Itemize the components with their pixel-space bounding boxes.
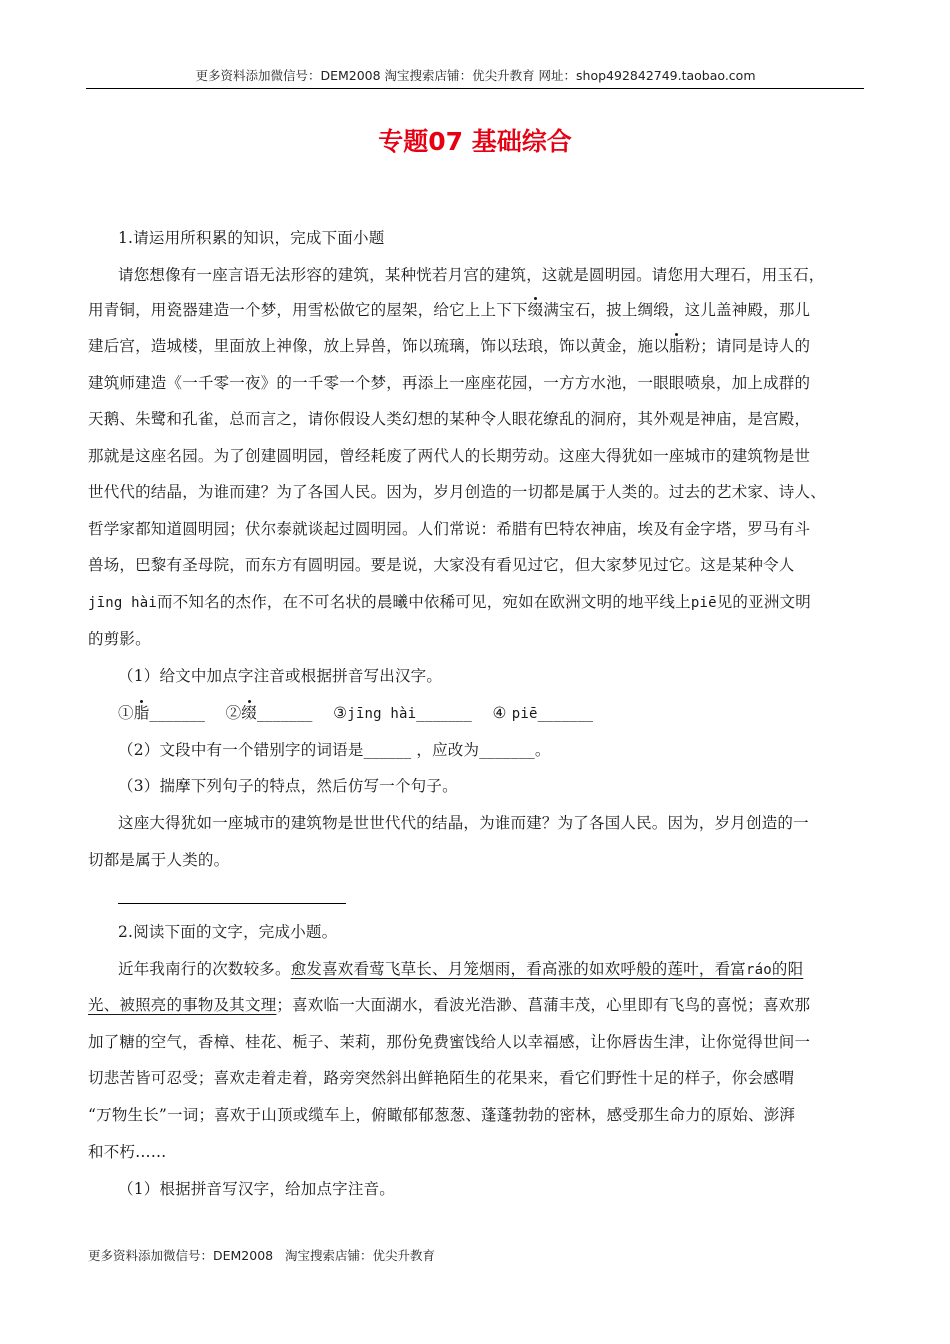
passage-1-line: 用青铜，用瓷器建造一个梦，用雪松做它的屋架，给它上上下下缀满宝石，披上绸缎，这儿盖神殿，那儿: [88, 301, 811, 319]
passage-1-line: 建筑师建造《一千零一夜》的一千零一个梦，再添上一座座花园，一方方水池，一眼眼喷泉，加上成群的: [88, 374, 811, 392]
sub-question-1: （1）根据拼音写汉字，给加点字注音。: [118, 1180, 395, 1198]
passage-2-line: “万物生长”一词；喜欢于山顶或缆车上，俯瞰郁郁葱葱、蓬蓬勃勃的密林，感受那生命力的原始、澎湃: [88, 1106, 796, 1124]
passage-1-line: 兽场，巴黎有圣母院，而东方有圆明园。要是说，大家没有看见过它，但大家梦见过它。这是某种令人: [88, 556, 795, 574]
dotted-char: 缀: [241, 704, 257, 722]
passage-2-line: 切悲苦皆可忍受；喜欢走着走着，路旁突然斜出鲜艳陌生的花果来，看它们野性十足的样子，你会感喟: [88, 1069, 795, 1087]
dotted-char: 缀: [527, 301, 544, 319]
dotted-char: 脂: [668, 337, 685, 355]
sub-question-3: （3）揣摩下列句子的特点，然后仿写一个句子。: [118, 777, 458, 795]
model-sentence-line: 这座大得犹如一座城市的建筑物是世世代代的结晶，为谁而建？为了各国人民。因为，岁月创造的一: [118, 814, 809, 832]
passage-1-line: 建后宫，造城楼，里面放上神像，放上异兽，饰以琉璃，饰以珐琅，饰以黄金，施以脂粉；请同是诗人的: [88, 337, 811, 355]
passage-1-line: 哲学家都知道圆明园；伏尔泰就谈起过圆明园。人们常说：希腊有巴特农神庙，埃及有金字塔，罗马有斗: [88, 520, 811, 538]
pinyin: jīng hài: [88, 595, 158, 611]
passage-2-line: 近年我南行的次数较多。愈发喜欢看莺飞草长、月笼烟雨，看高涨的如欢呼般的莲叶，看富ráo的阳: [118, 960, 804, 978]
model-sentence-line: 切都是属于人类的。: [88, 851, 230, 869]
sub-question-1: （1）给文中加点字注音或根据拼音写出汉字。: [118, 667, 443, 685]
passage-1-line: jīng hài而不知名的杰作，在不可名状的晨曦中依稀可见，宛如在欧洲文明的地平线上piē见的亚洲文明: [88, 593, 811, 611]
dotted-char: 脂: [133, 704, 150, 722]
passage-1-line: 请您想像有一座言语无法形容的建筑，某种恍若月宫的建筑，这就是圆明园。请您用大理石，用玉石，: [118, 266, 825, 284]
pinyin: ráo: [746, 962, 772, 978]
pinyin: piē: [690, 595, 717, 611]
answer-line: [118, 903, 346, 904]
page-footer: 更多资料添加微信号：DEM2008 淘宝搜索店铺：优尖升教育: [88, 1248, 436, 1263]
passage-1-line: 世代代的结晶，为谁而建？为了各国人民。因为，岁月创造的一切都是属于人类的。过去的艺术家、诗人、: [88, 483, 826, 501]
passage-2-line: 光、被照亮的事物及其文理；喜欢临一大面湖水，看波光浩渺、菖蒲丰茂，心里即有飞鸟的喜悦；喜欢那: [88, 996, 811, 1014]
passage-1-line: 那就是这座名园。为了创建圆明园，曾经耗废了两代人的长期劳动。这座大得犹如一座城市的建筑物是世: [88, 447, 811, 465]
header-divider: [86, 88, 864, 89]
passage-2-line: 和不朽……: [88, 1143, 167, 1161]
pinyin: jīng hài: [347, 706, 417, 722]
passage-1-line: 天鹅、朱鹭和孔雀，总而言之，请你假设人类幻想的某种令人眼花缭乱的洞府，其外观是神庙，是宫殿，: [88, 410, 811, 428]
question-1-stem: 1.请运用所积累的知识，完成下面小题: [118, 229, 385, 247]
sub-question-2: （2）文段中有一个错别字的词语是______ ，应改为_______。: [118, 741, 551, 759]
passage-2-line: 加了糖的空气，香樟、桂花、栀子、茉莉，那份免费蜜饯给人以幸福感，让你唇齿生津，让你觉得世间一: [88, 1033, 811, 1051]
page-title: 专题07 基础综合: [378, 127, 572, 156]
underlined-text: 愈发喜欢看莺飞草长、月笼烟雨，看高涨的如欢呼般的莲叶，看富ráo的阳: [290, 960, 804, 978]
underlined-text: 光、被照亮的事物及其文理: [88, 996, 277, 1014]
passage-1-line: 的剪影。: [88, 630, 151, 648]
question-2-stem: 2.阅读下面的文字，完成小题。: [118, 923, 338, 941]
pinyin: piē: [511, 706, 538, 722]
blank-row: ①脂_______ ②缀_______ ③jīng hài_______ ④ piē_______: [118, 704, 594, 722]
page-header: 更多资料添加微信号：DEM2008 淘宝搜索店铺：优尖升教育 网址：shop492842749.taobao.com: [195, 68, 756, 83]
